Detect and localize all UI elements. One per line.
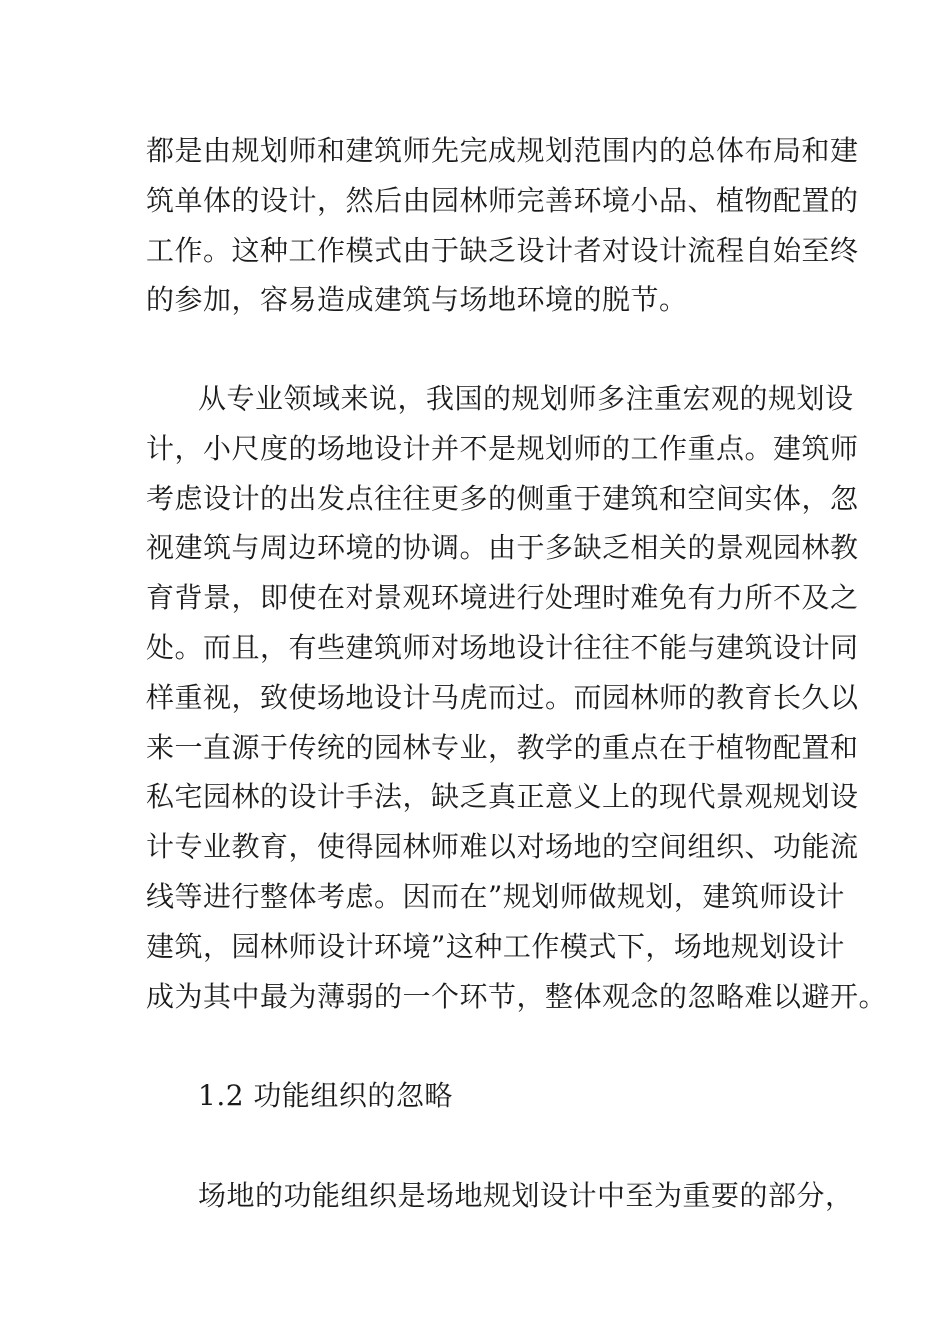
text-line: 视建筑与周边环境的协调。由于多缺乏相关的景观园林教: [146, 531, 859, 565]
text-line: 样重视，致使场地设计马虎而过。而园林师的教育长久以: [146, 680, 859, 714]
section-heading: [146, 1071, 810, 1121]
text-line: 育背景，即使在对景观环境进行处理时难免有力所不及之: [146, 581, 859, 615]
text-line: 都是由规划师和建筑师先完成规划范围内的总体布局和建: [146, 134, 859, 167]
text-line: 筑单体的设计，然后由园林师完善环境小品、植物配置的: [146, 183, 859, 217]
text-line: 来一直源于传统的园林专业，教学的重点在于植物配置和: [146, 730, 859, 764]
paragraph-continuation: [146, 126, 859, 325]
paragraph-professional-fields: [146, 374, 888, 1021]
text-line: 建筑，园林师设计环境”这种工作模式下，场地规划设计: [146, 929, 845, 963]
text-line: 工作。这种工作模式由于缺乏设计者对设计流程自始至终: [146, 233, 859, 267]
text-line: 成为其中最为薄弱的一个环节，整体观念的忽略难以避开。: [146, 979, 888, 1013]
section-heading-text: 1.2 功能组织的忽略: [198, 1079, 453, 1112]
text-line: 线等进行整体考虑。因而在”规划师做规划，建筑师设计: [146, 879, 845, 913]
text-line: 私宅园林的设计手法，缺乏真正意义上的现代景观规划设: [146, 780, 859, 814]
text-line: 从专业领域来说，我国的规划师多注重宏观的规划设: [198, 382, 854, 415]
paragraph-function-organization: [146, 1171, 854, 1221]
text-line: 的参加，容易造成建筑与场地环境的脱节。: [146, 283, 688, 317]
text-line: 考虑设计的出发点往往更多的侧重于建筑和空间实体，忽: [146, 481, 859, 515]
text-line: 场地的功能组织是场地规划设计中至为重要的部分，: [198, 1179, 854, 1212]
text-line: 计，小尺度的场地设计并不是规划师的工作重点。建筑师: [146, 431, 859, 465]
text-line: 计专业教育，使得园林师难以对场地的空间组织、功能流: [146, 830, 859, 864]
text-line: 处。而且，有些建筑师对场地设计往往不能与建筑设计同: [146, 630, 859, 664]
